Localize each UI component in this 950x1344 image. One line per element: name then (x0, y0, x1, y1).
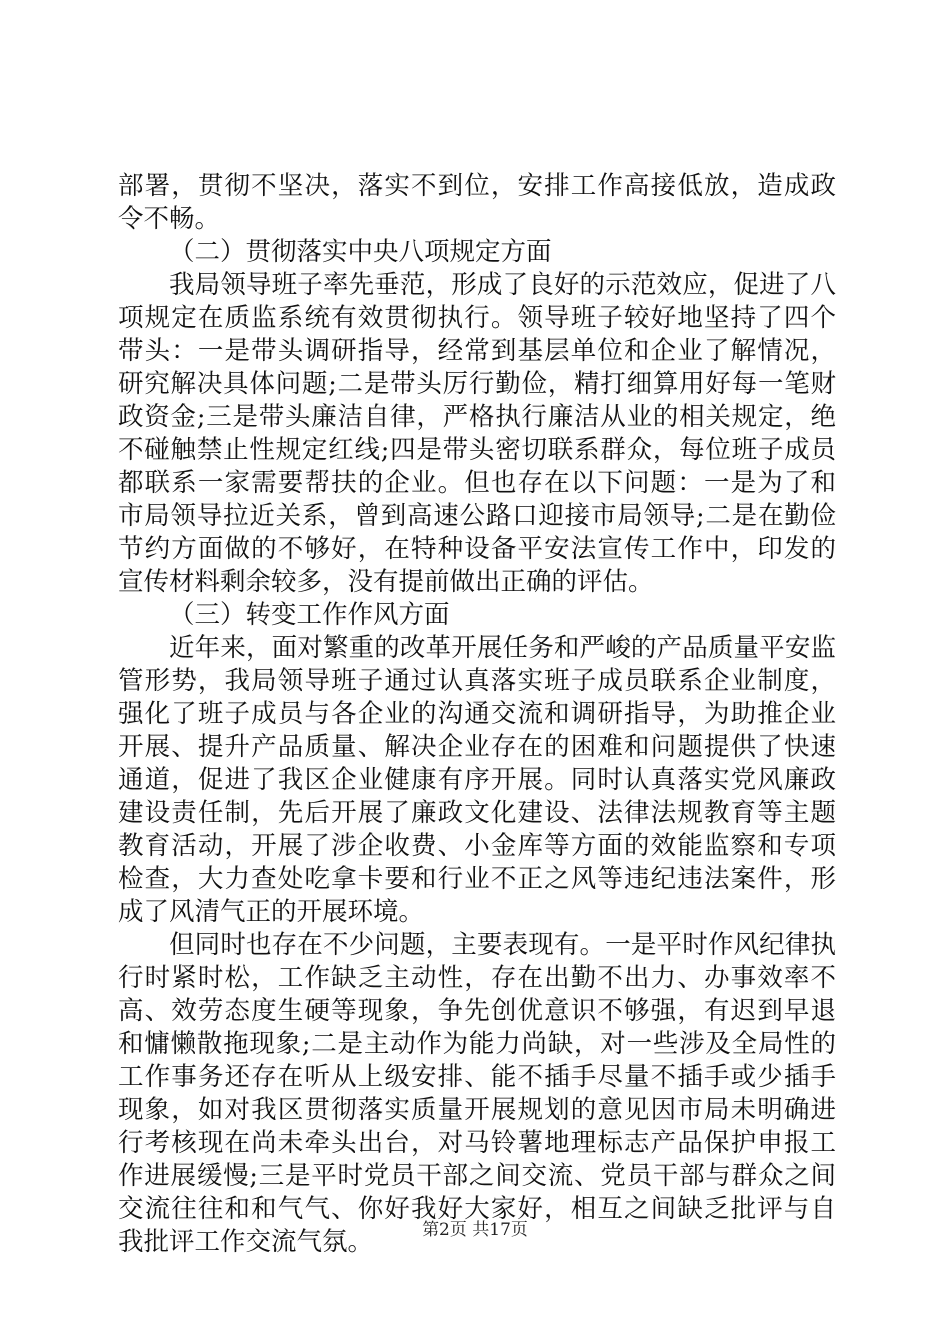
text-line: 高、效劳态度生硬等现象，争先创优意识不够强，有迟到早退 (118, 996, 836, 1026)
text-line: 工作事务还存在听从上级安排、能不插手尽量不插手或少插手 (118, 1062, 836, 1092)
text-line: 市局领导拉近关系，曾到高速公路口迎接市局领导;二是在勤俭 (118, 501, 836, 531)
text-line: 但同时也存在不少问题，主要表现有。一是平时作风纪律执 (169, 930, 836, 960)
text-line: 不碰触禁止性规定红线;四是带头密切联系群众，每位班子成员 (118, 435, 836, 465)
text-line: 通道，促进了我区企业健康有序开展。同时认真落实党风廉政 (118, 765, 836, 795)
text-line: 成了风清气正的开展环境。 (118, 897, 425, 927)
text-line: 建设责任制，先后开展了廉政文化建设、法律法规教育等主题 (118, 798, 836, 828)
paragraph-work-style (118, 632, 836, 929)
section-heading-2: （二）贯彻落实中央八项规定方面 (169, 237, 552, 267)
section-heading-3: （三）转变工作作风方面 (169, 600, 450, 630)
text-line: 宣传材料剩余较多，没有提前做出正确的评估。 (118, 567, 654, 597)
text-line: 强化了班子成员与各企业的沟通交流和调研指导，为助推企业 (118, 699, 836, 729)
text-line: 开展、提升产品质量、解决企业存在的困难和问题提供了快速 (118, 732, 836, 762)
text-line: 近年来，面对繁重的改革开展任务和严峻的产品质量平安监 (169, 633, 836, 663)
document-body (118, 170, 836, 1259)
text-line: 我批评工作交流气氛。 (118, 1227, 374, 1257)
text-line: 节约方面做的不够好，在特种设备平安法宣传工作中，印发的 (118, 534, 836, 564)
text-line: 行时紧时松，工作缺乏主动性，存在出勤不出力、办事效率不 (118, 963, 836, 993)
text-line: 我局领导班子率先垂范，形成了良好的示范效应，促进了八 (169, 270, 836, 300)
text-line: 行考核现在尚未牵头出台，对马铃薯地理标志产品保护申报工 (118, 1128, 836, 1158)
page-footer (0, 1215, 950, 1240)
text-line: 交流往往和和气气、你好我好大家好，相互之间缺乏批评与自 (118, 1194, 836, 1224)
text-line: 和慵懒散拖现象;二是主动作为能力尚缺，对一些涉及全局性的 (118, 1029, 836, 1059)
text-line: 研究解决具体问题;二是带头厉行勤俭，精打细算用好每一笔财 (118, 369, 836, 399)
paragraph-continuation (118, 170, 836, 236)
text-line: 项规定在质监系统有效贯彻执行。领导班子较好地坚持了四个 (118, 303, 836, 333)
text-line: 政资金;三是带头廉洁自律，严格执行廉洁从业的相关规定，绝 (118, 402, 836, 432)
page-number-label: 第2页 共17页 (422, 1220, 528, 1240)
text-line: 管形势，我局领导班子通过认真落实班子成员联系企业制度， (118, 666, 836, 696)
text-line: 带头：一是带头调研指导，经常到基层单位和企业了解情况， (118, 336, 836, 366)
text-line: 检查，大力查处吃拿卡要和行业不正之风等违纪违法案件，形 (118, 864, 836, 894)
text-line: 令不畅。 (118, 204, 221, 234)
paragraph-problems (118, 929, 836, 1259)
paragraph-eight-rules (118, 269, 836, 599)
text-line: 教育活动，开展了涉企收费、小金库等方面的效能监察和专项 (118, 831, 836, 861)
text-line: 都联系一家需要帮扶的企业。但也存在以下问题：一是为了和 (118, 468, 836, 498)
text-line: 现象，如对我区贯彻落实质量开展规划的意见因市局未明确进 (118, 1095, 836, 1125)
text-line: 部署，贯彻不坚决，落实不到位，安排工作高接低放，造成政 (118, 171, 836, 201)
text-line: 作进展缓慢;三是平时党员干部之间交流、党员干部与群众之间 (118, 1161, 836, 1191)
